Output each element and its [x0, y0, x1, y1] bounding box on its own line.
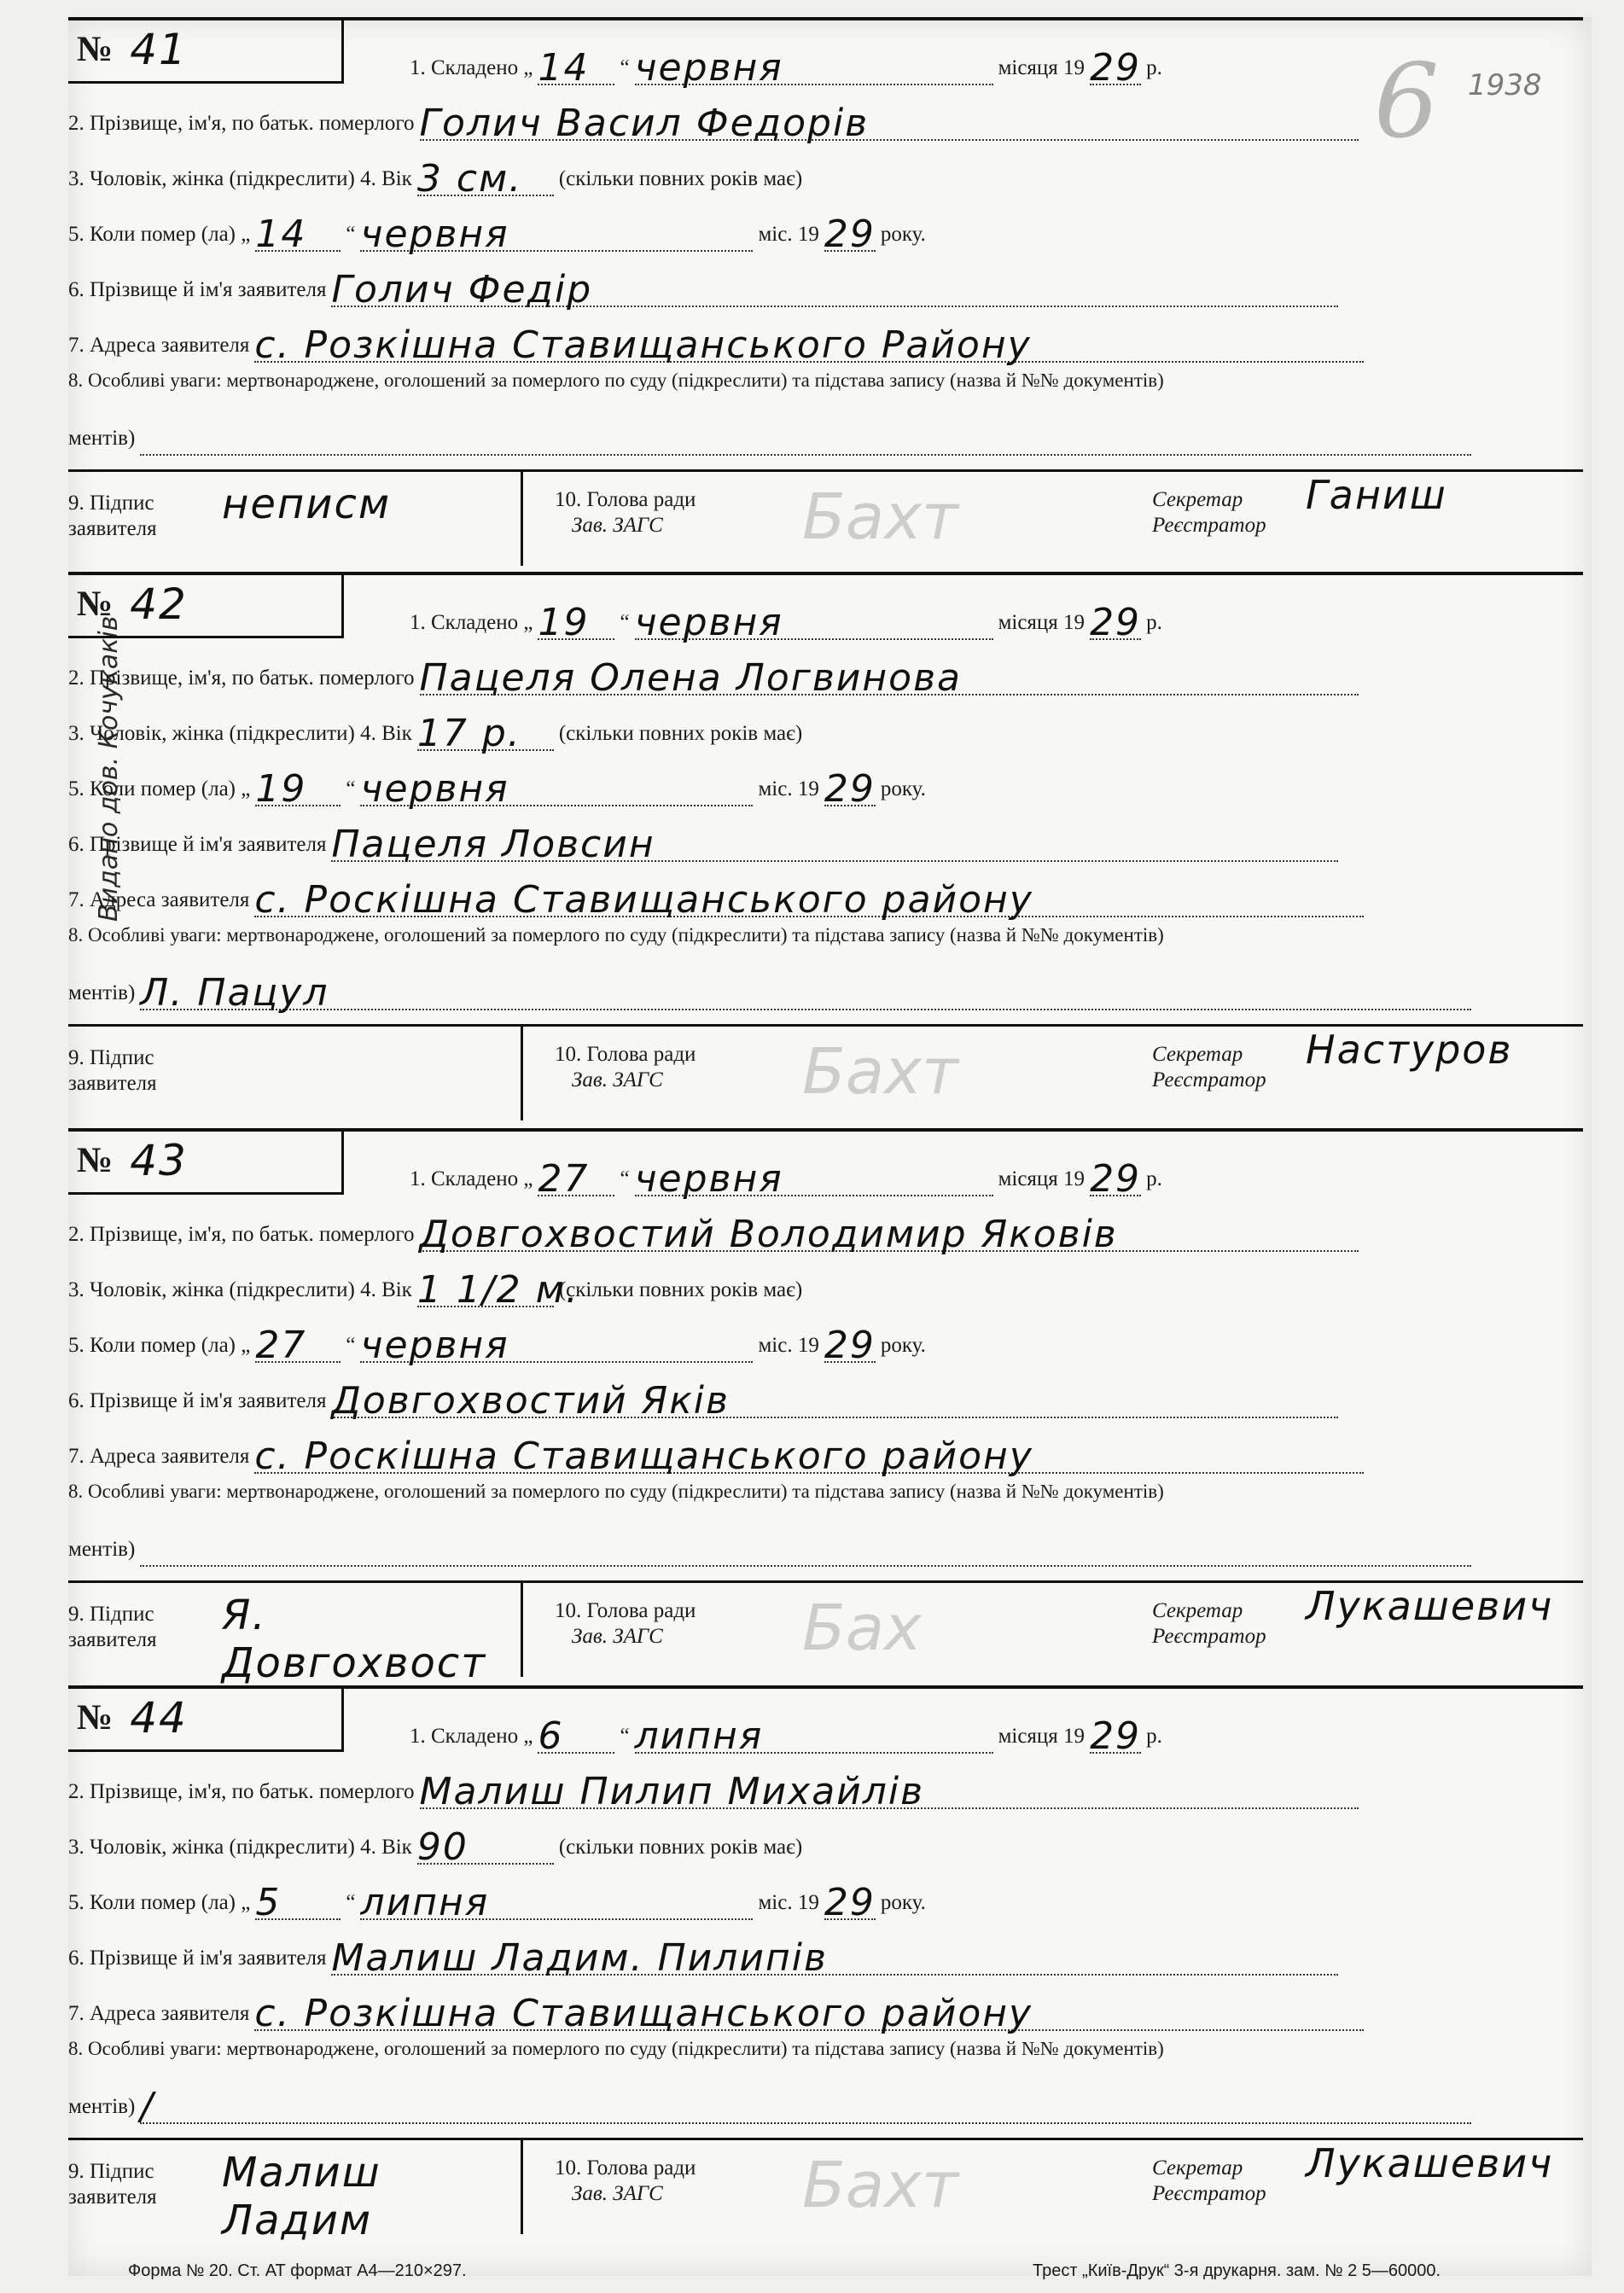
death-month-field: червня — [360, 1322, 753, 1363]
secretary-label: Секретар Реєстратор Лукашевич — [1152, 2140, 1554, 2205]
mis-label: міс. 19 — [758, 1334, 819, 1357]
applicant-signature-label: 9. Підпис заявителя — [68, 2160, 157, 2209]
deceased-name-field: Малиш Пилип Михайлів — [420, 1768, 1359, 1809]
record-number: 42 — [130, 579, 188, 629]
full-years-label: (скільки повних років має) — [558, 167, 803, 190]
surname-line — [68, 90, 1583, 145]
death-date-line: 5. Коли помер (ла) „ 27 “ червня міс. 19 29 року. — [68, 1324, 926, 1367]
death-year-field: 29 — [824, 1881, 876, 1924]
year-r-label: р. — [1146, 611, 1162, 634]
composed-line: 1. Складено „ 6 “ липня місяця 19 29 р. — [410, 1714, 1162, 1758]
notes-cont-label: ментів) — [68, 981, 136, 1004]
sex-age-label: 3. Чоловік, жінка (підкреслити) 4. Вік — [68, 1836, 412, 1859]
surname-label: 2. Прізвище, ім'я, по батьк. померлого — [68, 1223, 415, 1246]
notes-line — [68, 363, 1583, 397]
composed-label: 1. Складено — [410, 611, 519, 634]
notes-label: 8. Особливі уваги: мертвонароджене, оголошений за померлого по суду (підкреслити) та підстава запису (назва й №№ документів) — [68, 924, 1164, 946]
signature-row — [68, 1024, 1583, 1120]
month-label: місяця 19 — [998, 1167, 1086, 1190]
head-label: 10. Голова ради Зав. ЗАГС — [555, 2156, 696, 2205]
age-field: 1 1/2 м. — [416, 1268, 579, 1312]
composed-year-field: 29 — [1090, 46, 1142, 90]
applicant-label: 6. Прізвище й ім'я заявителя — [68, 1389, 327, 1412]
address-label: 7. Адреса заявителя — [68, 888, 250, 911]
address-label: 7. Адреса заявителя — [68, 1445, 250, 1468]
footer-right: Трест „Київ-Друк“ 3-я друкарня. зам. № 2 5—60000. — [1033, 2261, 1441, 2280]
died-label: 5. Коли помер (ла) — [68, 1891, 236, 1914]
notes-cont-line — [68, 966, 1583, 1015]
surname-line — [68, 644, 1583, 700]
death-month-field: червня — [360, 765, 753, 806]
sex-age-line — [68, 1256, 1583, 1312]
death-date-line: 5. Коли помер (ла) „ 19 “ червня міс. 19 29 року. — [68, 767, 926, 811]
full-years-label: (скільки повних років має) — [558, 1836, 803, 1859]
margin-note: Видано дов. Кочукаків — [94, 615, 124, 922]
composed-day-field: 6 — [538, 1713, 614, 1754]
applicant-signature: Малиш Ладим — [222, 2149, 381, 2244]
notes-label: 8. Особливі уваги: мертвонароджене, оголошений за померлого по суду (підкреслити) та підстава запису (назва й №№ документів) — [68, 2038, 1164, 2059]
surname-label: 2. Прізвище, ім'я, по батьк. померлого — [68, 112, 415, 135]
applicant-signature: Я. Довгохвост — [222, 1592, 487, 1687]
deceased-name-field: Довгохвостий Володимир Яковів — [420, 1211, 1359, 1252]
secretary-signature: Лукашевич — [1306, 1583, 1554, 1629]
record-number: 43 — [130, 1135, 188, 1185]
secretary-signature: Лукашевич — [1306, 2140, 1554, 2186]
applicant-line — [68, 1367, 1583, 1423]
composed-month-field: червня — [635, 44, 993, 85]
applicant-line — [68, 1924, 1583, 1980]
signature-row — [68, 1580, 1583, 1687]
sex-age-line — [68, 145, 1583, 201]
signature-row — [68, 2138, 1583, 2244]
address-field: с. Розкішна Ставищанського Району — [254, 322, 1364, 363]
sex-age-line — [68, 700, 1583, 755]
died-label: 5. Коли помер (ла) — [68, 777, 236, 800]
month-label: місяця 19 — [998, 56, 1086, 79]
death-month-field: липня — [360, 1879, 753, 1920]
stamp-mark: Бахт — [802, 2149, 959, 2222]
secretary-label: Секретар Реєстратор Лукашевич — [1152, 1583, 1554, 1648]
number-sign: № — [77, 29, 114, 69]
record-number: 44 — [130, 1692, 188, 1743]
notes-field — [140, 452, 1471, 456]
applicant-field: Голич Федір — [331, 266, 1338, 307]
composed-day-field: 27 — [538, 1155, 614, 1196]
secretary-label: Секретар Реєстратор Ганиш — [1152, 472, 1447, 537]
secretary-signature: Настуров — [1306, 1027, 1513, 1073]
address-field: с. Розкішна Ставищанського району — [254, 1990, 1364, 2031]
address-line — [68, 1423, 1583, 1478]
death-year-field: 29 — [824, 767, 876, 811]
death-record-entry — [68, 1128, 1583, 1687]
applicant-label: 6. Прізвище й ім'я заявителя — [68, 833, 327, 856]
address-field: с. Роскішна Ставищанського району — [254, 1433, 1364, 1474]
address-line — [68, 311, 1583, 367]
head-label: 10. Голова ради Зав. ЗАГС — [555, 488, 696, 537]
sex-age-label: 3. Чоловік, жінка (підкреслити) 4. Вік — [68, 722, 412, 745]
head-label: 10. Голова ради Зав. ЗАГС — [555, 1043, 696, 1091]
surname-label: 2. Прізвище, ім'я, по батьк. померлого — [68, 666, 415, 690]
applicant-line — [68, 811, 1583, 866]
notes-line — [68, 917, 1583, 952]
death-month-field: червня — [360, 211, 753, 252]
death-day-field: 5 — [255, 1879, 341, 1920]
notes-cont-line — [68, 2080, 1583, 2128]
composed-year-field: 29 — [1090, 1157, 1142, 1201]
surname-label: 2. Прізвище, ім'я, по батьк. померлого — [68, 1780, 415, 1803]
age-field: 3 см. — [417, 155, 554, 196]
stamp-mark: Бах — [802, 1592, 922, 1665]
applicant-label: 6. Прізвище й ім'я заявителя — [68, 1947, 327, 1970]
composed-day-field: 14 — [538, 44, 614, 85]
corner-note: 1938 — [1468, 68, 1542, 102]
applicant-signature-cell — [68, 472, 523, 566]
address-field: с. Роскішна Ставищанського району — [254, 876, 1364, 917]
notes-field: Л. Пацул — [140, 969, 1471, 1010]
month-label: місяця 19 — [998, 1725, 1086, 1748]
composed-month-field: червня — [635, 599, 993, 640]
notes-label: 8. Особливі уваги: мертвонароджене, оголошений за померлого по суду (підкреслити) та підстава запису (назва й №№ документів) — [68, 370, 1164, 391]
death-date-line: 5. Коли помер (ла) „ 14 “ червня міс. 19 29 року. — [68, 212, 926, 256]
death-year-field: 29 — [824, 1324, 876, 1367]
full-years-label: (скільки повних років має) — [558, 1278, 803, 1301]
notes-cont-label: ментів) — [68, 2095, 136, 2118]
year-r-label: р. — [1146, 1167, 1162, 1190]
age-field: 17 р. — [417, 710, 554, 751]
year-r-label: р. — [1146, 1725, 1162, 1748]
deceased-name-field: Голич Васил Федорів — [420, 100, 1359, 141]
died-label: 5. Коли помер (ла) — [68, 1334, 236, 1357]
mis-label: міс. 19 — [758, 1891, 819, 1914]
sex-age-line — [68, 1813, 1583, 1869]
death-day-field: 19 — [255, 765, 341, 806]
composed-day-field: 19 — [538, 599, 614, 640]
applicant-field: Довгохвостий Яків — [331, 1377, 1338, 1418]
death-date-line: 5. Коли помер (ла) „ 5 “ липня міс. 19 29 року. — [68, 1881, 926, 1924]
applicant-field: Малиш Ладим. Пилипів — [331, 1935, 1338, 1976]
applicant-signature-cell — [68, 1583, 523, 1687]
address-line — [68, 866, 1583, 922]
corner-mark: 6 — [1374, 43, 1440, 161]
head-label: 10. Голова ради Зав. ЗАГС — [555, 1599, 696, 1648]
record-number: 41 — [130, 24, 188, 74]
number-sign: № — [77, 1140, 114, 1180]
sex-age-label: 3. Чоловік, жінка (підкреслити) 4. Вік — [68, 167, 412, 190]
composed-line: 1. Складено „ 19 “ червня місяця 19 29 р. — [410, 601, 1162, 644]
deceased-name-field: Пацеля Олена Логвинова — [420, 655, 1359, 695]
mis-label: міс. 19 — [758, 223, 819, 246]
age-field: 90 — [417, 1824, 554, 1865]
notes-field — [140, 1563, 1471, 1567]
notes-cont-label: ментів) — [68, 427, 136, 450]
number-sign: № — [77, 1697, 114, 1737]
surname-line — [68, 1758, 1583, 1813]
year-r-label: р. — [1146, 56, 1162, 79]
composed-line: 1. Складено „ 14 “ червня місяця 19 29 р. — [410, 46, 1162, 90]
composed-year-field: 29 — [1090, 1714, 1142, 1758]
composed-label: 1. Складено — [410, 56, 519, 79]
full-years-label: (скільки повних років має) — [558, 722, 803, 745]
death-year-field: 29 — [824, 212, 876, 256]
secretary-label: Секретар Реєстратор Настуров — [1152, 1027, 1513, 1091]
address-label: 7. Адреса заявителя — [68, 2002, 250, 2025]
notes-line — [68, 1474, 1583, 1508]
composed-month-field: червня — [635, 1155, 993, 1196]
roku-label: року. — [880, 777, 926, 800]
notes-cont-line — [68, 1522, 1583, 1567]
applicant-signature-label: 9. Підпис заявителя — [68, 492, 157, 540]
notes-label: 8. Особливі уваги: мертвонароджене, оголошений за померлого по суду (підкреслити) та підстава запису (назва й №№ документів) — [68, 1481, 1164, 1502]
number-sign: № — [77, 584, 114, 624]
secretary-signature: Ганиш — [1306, 472, 1447, 518]
death-record-entry — [68, 17, 1583, 572]
death-day-field: 27 — [255, 1322, 341, 1363]
composed-line: 1. Складено „ 27 “ червня місяця 19 29 р. — [410, 1157, 1162, 1201]
applicant-signature-label: 9. Підпис заявителя — [68, 1046, 157, 1095]
roku-label: року. — [880, 1334, 926, 1357]
mis-label: міс. 19 — [758, 777, 819, 800]
applicant-label: 6. Прізвище й ім'я заявителя — [68, 278, 327, 301]
address-line — [68, 1980, 1583, 2035]
notes-field: / — [140, 2083, 1471, 2124]
roku-label: року. — [880, 1891, 926, 1914]
month-label: місяця 19 — [998, 611, 1086, 634]
applicant-signature: неписм — [222, 480, 392, 528]
applicant-signature-cell — [68, 2140, 523, 2244]
death-day-field: 14 — [255, 211, 341, 252]
roku-label: року. — [880, 223, 926, 246]
death-record-entry — [68, 1685, 1583, 2244]
surname-line — [68, 1201, 1583, 1256]
composed-year-field: 29 — [1090, 601, 1142, 644]
composed-label: 1. Складено — [410, 1725, 519, 1748]
composed-label: 1. Складено — [410, 1167, 519, 1190]
stamp-mark: Бахт — [802, 1035, 959, 1109]
notes-cont-line — [68, 411, 1583, 456]
sex-age-label: 3. Чоловік, жінка (підкреслити) 4. Вік — [68, 1278, 412, 1301]
applicant-line — [68, 256, 1583, 311]
applicant-signature-cell — [68, 1027, 523, 1120]
died-label: 5. Коли помер (ла) — [68, 223, 236, 246]
composed-month-field: липня — [635, 1713, 993, 1754]
death-record-entry — [68, 572, 1583, 1126]
signature-row — [68, 469, 1583, 566]
footer-left: Форма № 20. Ст. АТ формат А4—210×297. — [128, 2261, 467, 2280]
notes-cont-label: ментів) — [68, 1538, 136, 1561]
stamp-mark: Бахт — [802, 480, 959, 554]
address-label: 7. Адреса заявителя — [68, 334, 250, 357]
notes-line — [68, 2031, 1583, 2065]
applicant-field: Пацеля Ловсин — [331, 821, 1338, 862]
applicant-signature-label: 9. Підпис заявителя — [68, 1603, 157, 1651]
